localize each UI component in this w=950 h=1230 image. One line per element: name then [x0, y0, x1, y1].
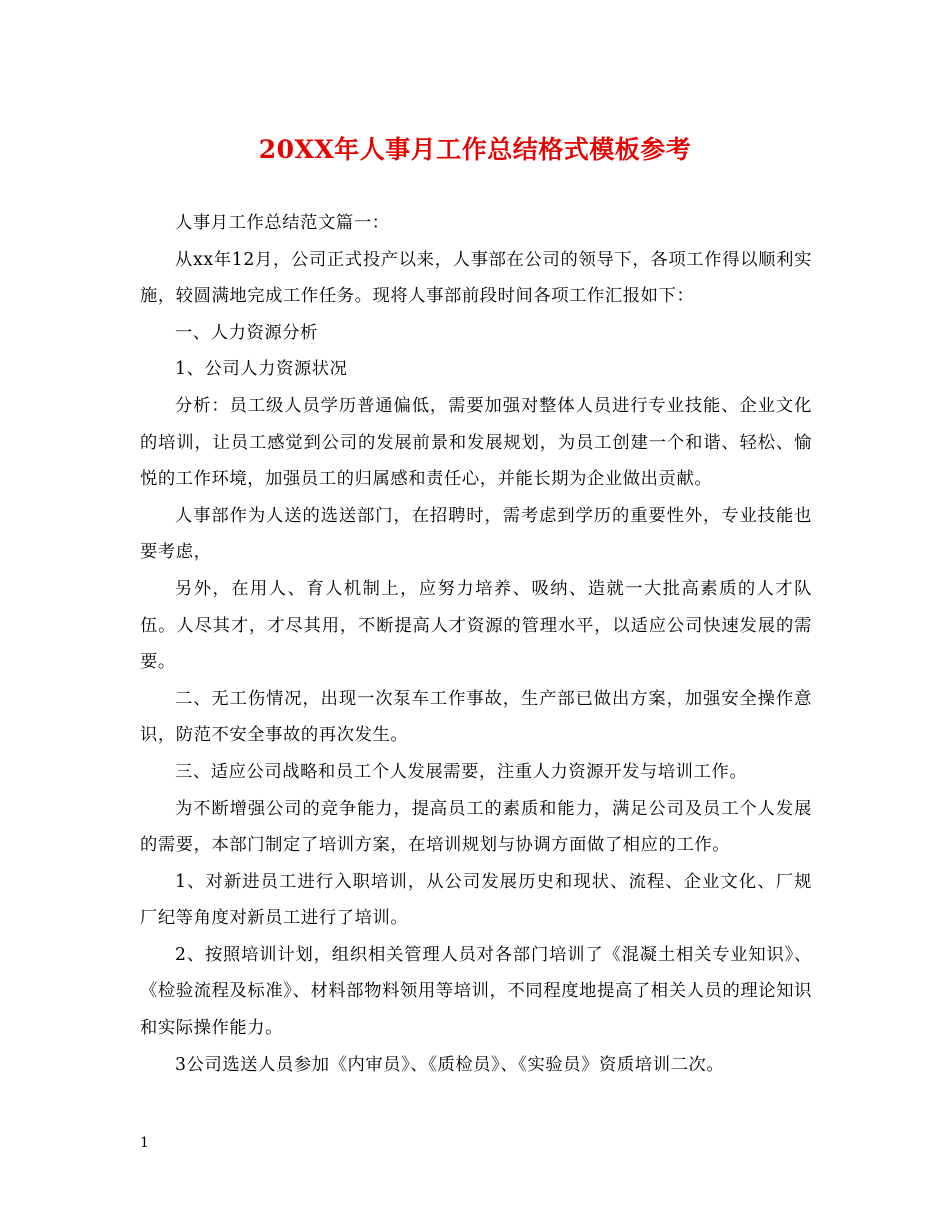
paragraph-11: 1、对新进员工进行入职培训，从公司发展历史和现状、流程、企业文化、厂规厂纪等角度对新员工进行了培训。: [140, 871, 812, 929]
paragraph-9: 三、适应公司战略和员工个人发展需要，注重人力资源开发与培训工作。: [175, 761, 748, 782]
document-title: 20XX年人事月工作总结格式模板参考: [258, 135, 692, 164]
paragraph-12: 2、按照培训计划，组织相关管理人员对各部门培训了《混凝土相关专业知识》、《检验流程及标准》、材料部物料领用等培训，不同程度地提高了相关人员的理论知识和实际操作能力。: [140, 944, 812, 1039]
paragraph-8: 二、无工伤情况，出现一次泵车工作事故，生产部已做出方案，加强安全操作意识，防范不安全事故的再次发生。: [140, 688, 812, 746]
document-body: [140, 205, 812, 1083]
paragraph-6: 人事部作为人送的选送部门，在招聘时，需考虑到学历的重要性外，专业技能也要考虑，: [140, 505, 812, 563]
page-number: 1: [140, 1135, 149, 1151]
paragraph-4: 1、公司人力资源状况: [175, 359, 348, 380]
paragraph-1: 人事月工作总结范文篇一：: [175, 213, 390, 233]
paragraph-13: 3公司选送人员参加《内审员》、《质检员》、《实验员》资质培训二次。: [175, 1054, 725, 1075]
paragraph-3: 一、人力资源分析: [175, 322, 319, 343]
paragraph-7: 另外，在用人、育人机制上，应努力培养、吸纳、造就一大批高素质的人才队伍。人尽其才，才尽其用，不断提高人才资源的管理水平，以适应公司快速发展的需要。: [140, 578, 812, 673]
paragraph-5: 分析：员工级人员学历普通偏低，需要加强对整体人员进行专业技能、企业文化的培训，让员工感觉到公司的发展前景和发展规划，为员工创建一个和谐、轻松、愉悦的工作环境，加强员工的归属感和责任心，并能长期为企业做出贡献。: [140, 395, 812, 490]
paragraph-10: 为不断增强公司的竞争能力，提高员工的素质和能力，满足公司及员工个人发展的需要，本部门制定了培训方案，在培训规划与协调方面做了相应的工作。: [140, 798, 812, 856]
paragraph-2: 从xx年12月，公司正式投产以来，人事部在公司的领导下，各项工作得以顺利实施，较圆满地完成工作任务。现将人事部前段时间各项工作汇报如下：: [140, 249, 812, 307]
